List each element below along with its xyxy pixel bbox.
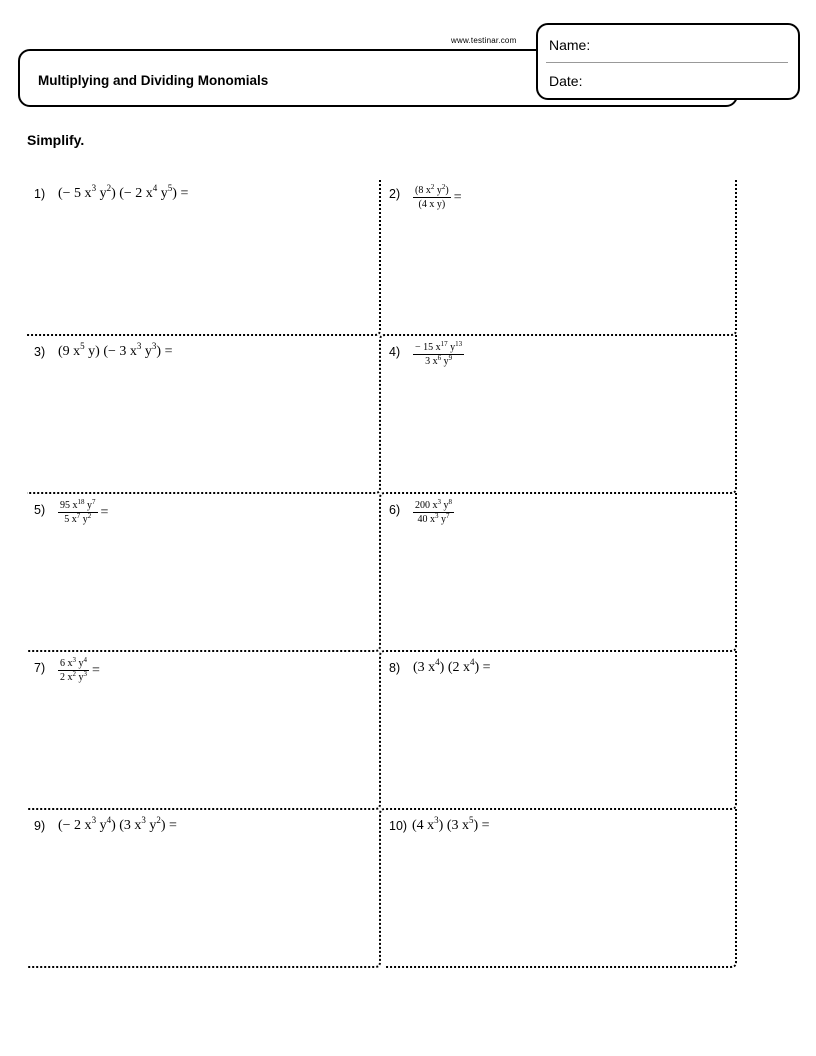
problem-number: 9) [34, 819, 46, 833]
problem-number: 10) [389, 819, 408, 833]
problem-number: 1) [34, 187, 46, 201]
problem-expression: (4 $x^3$) (3 $x^5$) = [412, 815, 490, 833]
problem-number: 8) [389, 661, 401, 675]
problem-number: 2) [389, 187, 401, 201]
instructions: Simplify. [27, 132, 85, 148]
worksheet-title: Multiplying and Dividing Monomials [38, 73, 269, 88]
problem-expression: $\frac{6 x^3 y^4}{2 x^2 y^3}$ = [60, 656, 100, 683]
problem-number: 4) [389, 345, 401, 359]
problem-expression: (3 $x^4$) (2 $x^4$) = [413, 657, 491, 675]
problem-expression: $\frac{(8 x^2 y^2)}{\text{(4 x y)}}$ = [415, 183, 462, 210]
problem-expression: (− 2 $x^3$ $y^4$) (3 $x^3$ $y^2$) = [58, 815, 177, 833]
name-label: Name: [549, 37, 591, 53]
problem-number: 7) [34, 661, 46, 675]
problem-expression: $\frac{95 x^{18} y^7}{5 x^7 y^2}$ = [60, 498, 109, 525]
problem-expression: $\frac{200 x^3 y^8}{40 x^3 y^7}$ [415, 498, 452, 525]
name-date-box [536, 23, 800, 100]
problem-expression: (9 $x^5$ y) (− 3 $x^3$ $y^3$) = [58, 341, 173, 359]
site-url: www.testinar.com [451, 36, 517, 45]
problem-number: 6) [389, 503, 401, 517]
problem-number: 3) [34, 345, 46, 359]
name-line [546, 62, 788, 63]
problem-expression: $\frac{- 15 x^{17} y^{13}}{3 x^6 y^9}$ [415, 340, 463, 367]
problem-number: 5) [34, 503, 46, 517]
problem-expression: (− 5 $x^3$ $y^2$) (− 2 $x^4$ $y^5$) = [58, 183, 189, 201]
date-label: Date: [549, 73, 583, 89]
